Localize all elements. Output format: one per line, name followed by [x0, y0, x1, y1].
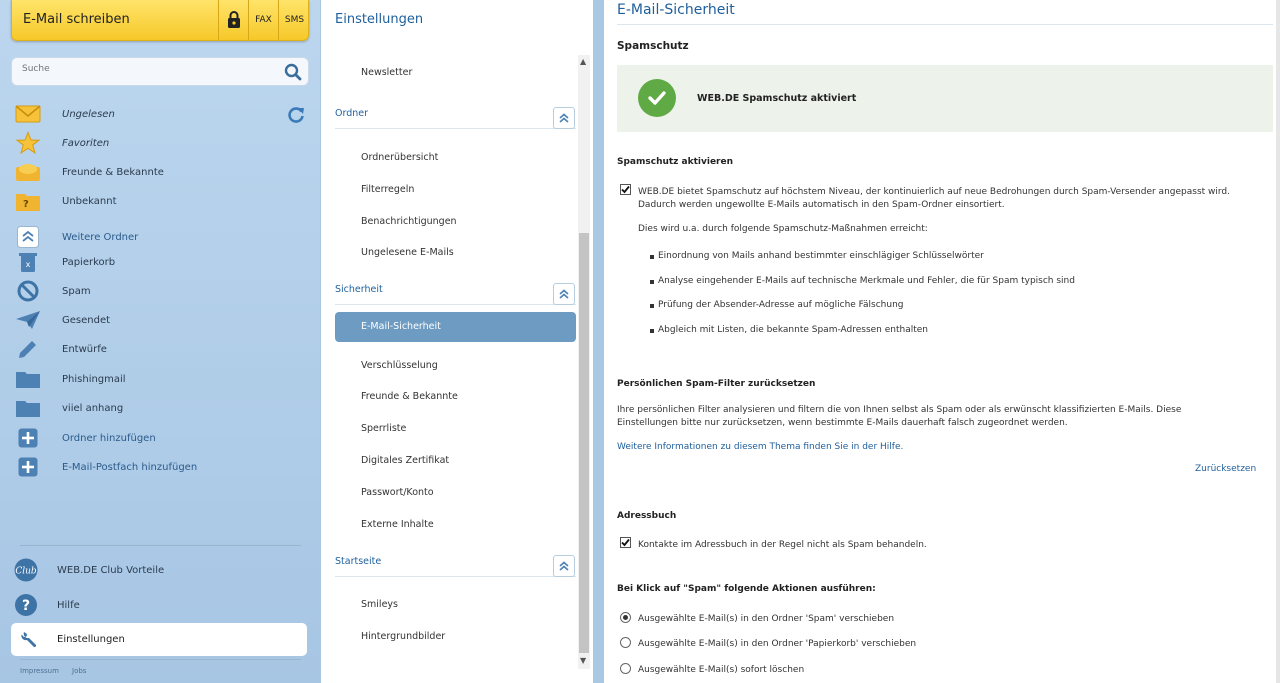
- check-icon: [638, 79, 676, 117]
- folder-label: Freunde & Bekannte: [62, 166, 164, 178]
- folder-label: viiel anhang: [62, 402, 124, 414]
- settings-link[interactable]: Externe Inhalte: [361, 519, 434, 530]
- collapse-section-button[interactable]: [553, 283, 575, 305]
- bullet-icon: [650, 329, 654, 333]
- settings-scrollbar[interactable]: [578, 55, 590, 669]
- pencil-icon: [14, 337, 42, 361]
- collapse-icon: [557, 111, 571, 125]
- title-divider: [617, 24, 1273, 25]
- spam-action-radio[interactable]: [620, 663, 631, 674]
- settings-label: Einstellungen: [57, 634, 125, 645]
- activate-heading: Spamschutz aktivieren: [617, 157, 734, 167]
- settings-link[interactable]: Ungelesene E-Mails: [361, 247, 454, 258]
- star-icon: [14, 131, 42, 155]
- refresh-icon[interactable]: [286, 105, 306, 125]
- measures-intro: Dies wird u.a. durch folgende Spamschutz-Maßnahmen erreicht:: [638, 224, 928, 234]
- measure-item: Abgleich mit Listen, die bekannte Spam-Adressen enthalten: [658, 325, 928, 335]
- settings-link[interactable]: Smileys: [361, 599, 398, 610]
- spam-action-radio[interactable]: [620, 612, 631, 623]
- club-icon: [12, 558, 40, 582]
- folder-icon: [14, 367, 42, 391]
- settings-link-newsletter[interactable]: Newsletter: [361, 67, 413, 78]
- trash-icon: [14, 250, 42, 274]
- addressbook-text: Kontakte im Adressbuch in der Regel nicht als Spam behandeln.: [638, 540, 927, 550]
- folder-label: Papierkorb: [62, 256, 116, 268]
- folder-label: Unbekannt: [62, 195, 117, 207]
- folder-label: Spam: [62, 285, 91, 297]
- addressbook-heading: Adressbuch: [617, 511, 677, 521]
- folder-label: Weitere Ordner: [62, 231, 139, 243]
- settings-link[interactable]: Ordnerübersicht: [361, 152, 439, 163]
- reset-button[interactable]: Zurücksetzen: [1195, 464, 1257, 474]
- help-link[interactable]: [12, 592, 302, 618]
- section-divider: [335, 576, 576, 577]
- bullet-icon: [650, 280, 654, 284]
- left-sidebar: [0, 0, 320, 683]
- folder-item[interactable]: [14, 188, 304, 214]
- settings-link[interactable]: Filterregeln: [361, 184, 415, 195]
- club-badge-text: Club: [15, 566, 37, 577]
- measure-item: Prüfung der Absender-Adresse auf mögliche Fälschung: [658, 300, 904, 310]
- spamschutz-heading: Spamschutz: [617, 40, 689, 52]
- settings-link[interactable]: Sperrliste: [361, 423, 407, 434]
- folder-item[interactable]: [14, 159, 304, 185]
- paper-plane-icon: [14, 308, 42, 332]
- help-label: Hilfe: [57, 599, 80, 611]
- measure-item: Analyse eingehender E-Mails auf technische Merkmale und Fehler, die für Spam typisch sind: [658, 276, 1075, 286]
- page-title: E-Mail-Sicherheit: [617, 2, 735, 18]
- collapse-icon: [557, 287, 571, 301]
- scrollbar-thumb[interactable]: [579, 233, 589, 653]
- activate-text-2: Dadurch werden ungewollte E-Mails automatisch in den Spam-Ordner einsortiert.: [638, 200, 1005, 210]
- folder-label: Favoriten: [62, 137, 110, 149]
- settings-link[interactable]: Freunde & Bekannte: [361, 391, 458, 402]
- sidebar-divider: [20, 545, 301, 546]
- folder-item[interactable]: [14, 130, 304, 156]
- impressum-link[interactable]: Impressum: [20, 667, 59, 675]
- plus-icon: [14, 455, 42, 479]
- settings-section-title: Sicherheit: [335, 284, 383, 295]
- settings-navigation: [321, 0, 593, 683]
- folder-item[interactable]: [14, 249, 304, 275]
- addressbook-checkbox[interactable]: [620, 537, 631, 548]
- folder-item[interactable]: [14, 366, 304, 392]
- help-info-link[interactable]: Weitere Informationen zu diesem Thema finden Sie in der Hilfe.: [617, 442, 904, 452]
- settings-link[interactable]: Benachrichtigungen: [361, 216, 457, 227]
- section-divider: [335, 304, 576, 305]
- collapse-icon: [557, 559, 571, 573]
- folder-label: Phishingmail: [62, 373, 126, 385]
- folder-item[interactable]: [14, 425, 304, 451]
- spam-action-label: Ausgewählte E-Mail(s) in den Ordner 'Spam' verschieben: [638, 614, 895, 624]
- friends-icon: [14, 160, 42, 184]
- folder-label: Ordner hinzufügen: [62, 432, 156, 444]
- jobs-link[interactable]: Jobs: [72, 667, 87, 675]
- spam-action-radio[interactable]: [620, 637, 631, 648]
- compose-bar: [11, 0, 309, 41]
- bullet-icon: [650, 304, 654, 308]
- folder-label: Entwürfe: [62, 343, 107, 355]
- collapse-section-button[interactable]: [553, 555, 575, 577]
- folder-icon: [14, 396, 42, 420]
- settings-title: Einstellungen: [335, 12, 424, 27]
- checkmark-icon: [621, 538, 630, 547]
- wrench-icon: [15, 630, 45, 650]
- settings-link-selected[interactable]: [335, 312, 576, 342]
- settings-section-title: Startseite: [335, 556, 382, 567]
- activate-spamschutz-checkbox[interactable]: [620, 184, 631, 195]
- lock-icon: [227, 11, 241, 29]
- settings-link[interactable]: Digitales Zertifikat: [361, 455, 450, 466]
- settings-link-label: E-Mail-Sicherheit: [361, 321, 441, 332]
- search-icon[interactable]: [284, 63, 302, 81]
- radio-dot: [623, 615, 628, 620]
- search-input[interactable]: [22, 64, 262, 74]
- collapse-section-button[interactable]: [553, 107, 575, 129]
- settings-link[interactable]: [11, 623, 307, 656]
- sms-button[interactable]: SMS: [278, 0, 310, 40]
- content-panel: [604, 0, 1280, 683]
- settings-link[interactable]: Hintergrundbilder: [361, 631, 446, 642]
- checkmark-icon: [621, 185, 630, 194]
- folder-label: Gesendet: [62, 314, 111, 326]
- banner-text: WEB.DE Spamschutz aktiviert: [697, 93, 857, 104]
- bullet-icon: [650, 255, 654, 259]
- svg-text:?: ?: [23, 199, 29, 210]
- section-divider: [335, 128, 576, 129]
- activate-text-1: WEB.DE bietet Spamschutz auf höchstem Niveau, der kontinuierlich auf neue Bedrohungen durch Spam-Versender angepasst wird.: [638, 187, 1230, 197]
- club-label: WEB.DE Club Vorteile: [57, 564, 165, 576]
- search-box: [11, 57, 309, 86]
- window-edge: [1276, 0, 1280, 683]
- spam-click-heading: Bei Klick auf "Spam" folgende Aktionen ausführen:: [617, 584, 876, 594]
- svg-text:?: ?: [21, 598, 31, 614]
- club-link[interactable]: [12, 557, 302, 583]
- encrypted-compose-button[interactable]: [218, 0, 248, 40]
- reset-heading: Persönlichen Spam-Filter zurücksetzen: [617, 379, 816, 389]
- settings-section-title: Ordner: [335, 108, 369, 119]
- folder-item[interactable]: [14, 395, 304, 421]
- fax-button[interactable]: FAX: [248, 0, 278, 40]
- settings-link[interactable]: Passwort/Konto: [361, 487, 434, 498]
- scroll-up-icon[interactable]: ▲: [580, 57, 587, 66]
- sidebar-divider: [20, 659, 301, 660]
- folder-item[interactable]: [14, 336, 304, 362]
- expand-icon: [14, 225, 42, 249]
- spam-icon: [14, 279, 42, 303]
- folder-item[interactable]: [14, 307, 304, 333]
- folder-label: E-Mail-Postfach hinzufügen: [62, 461, 198, 473]
- envelope-icon: [14, 102, 42, 126]
- folder-item[interactable]: [14, 454, 304, 480]
- help-icon: [12, 593, 40, 617]
- reset-text-1: Ihre persönlichen Filter analysieren und filtern die von Ihnen selbst als Spam oder als erwünscht klassifizierten E-Mails. Diese: [617, 405, 1182, 415]
- folder-item[interactable]: [14, 224, 304, 250]
- spam-action-label: Ausgewählte E-Mail(s) in den Ordner 'Papierkorb' verschieben: [638, 639, 917, 649]
- settings-link[interactable]: Verschlüsselung: [361, 360, 438, 371]
- svg-text:x: x: [25, 260, 31, 269]
- measure-item: Einordnung von Mails anhand bestimmter einschlägiger Schlüsselwörter: [658, 251, 984, 261]
- folder-item[interactable]: [14, 278, 304, 304]
- compose-button[interactable]: E-Mail schreiben: [23, 12, 130, 27]
- plus-icon: [14, 426, 42, 450]
- status-banner: [617, 65, 1273, 132]
- folder-item[interactable]: [14, 101, 304, 127]
- folder-label: Ungelesen: [62, 108, 115, 120]
- spam-action-label: Ausgewählte E-Mail(s) sofort löschen: [638, 665, 805, 675]
- reset-text-2: Einstellungen bitte nur zurücksetzen, wenn bestimmte E-Mails dauerhaft falsch zugeordnet werden.: [617, 418, 1068, 428]
- unknown-folder-icon: [14, 189, 42, 213]
- scroll-down-icon[interactable]: ▼: [580, 656, 587, 665]
